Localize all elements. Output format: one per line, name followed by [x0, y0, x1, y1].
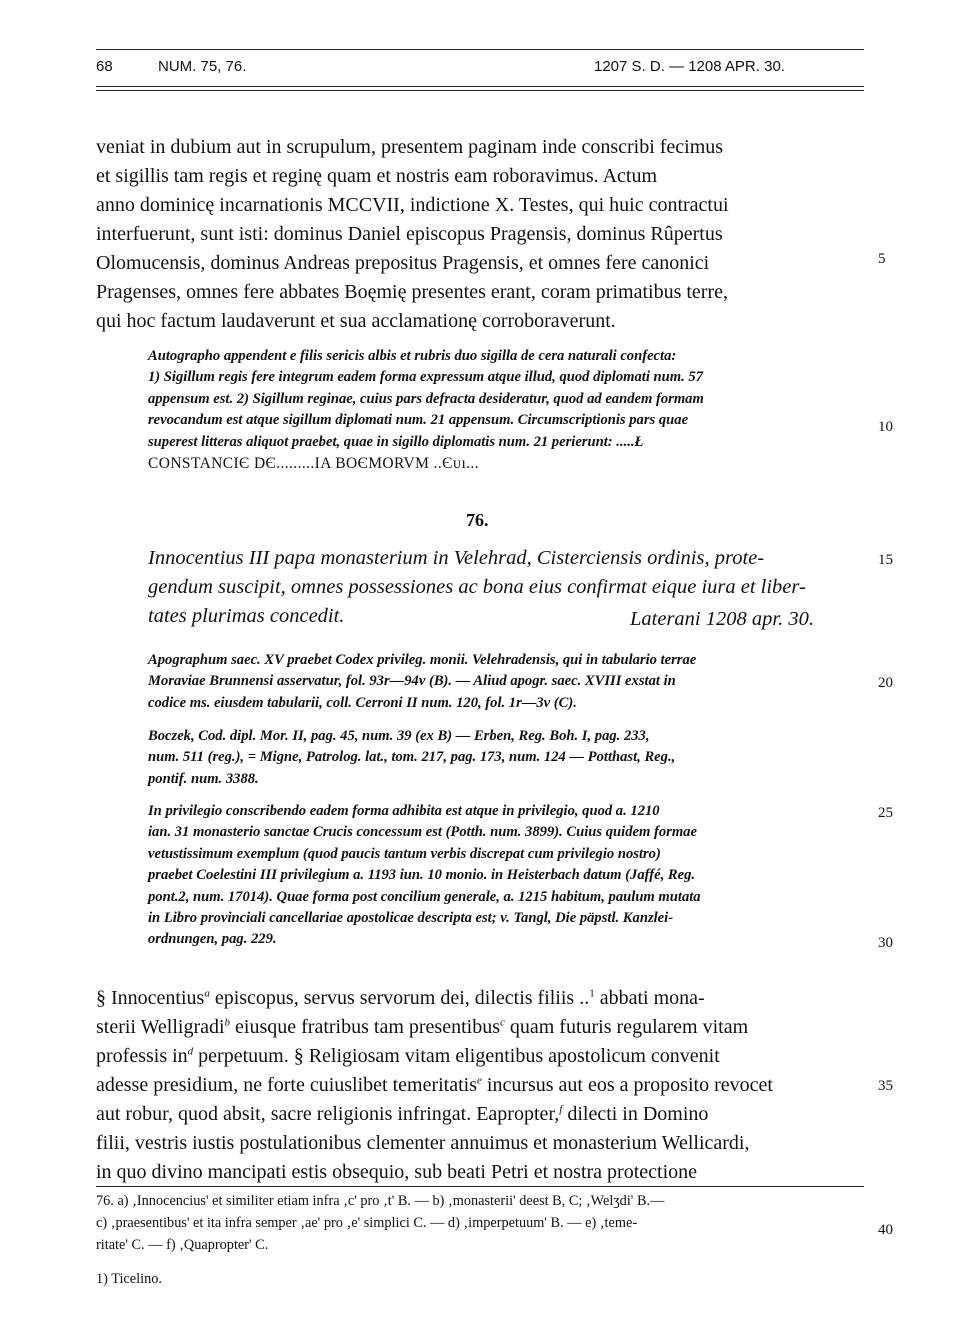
header-rule-2: [96, 90, 864, 91]
privilege-note: [148, 801, 870, 951]
text-line: filii, vestris iustis postulationibus clementer annuimus et monasterium Wellicardi,: [96, 1132, 750, 1154]
text-line: anno dominicę incarnationis MCCVII, indictione X. Testes, qui huic contractui: [96, 194, 729, 216]
note-line: 1) Sigillum regis fere integrum eadem forma expressum atque illud, quod diplomati num. 57: [148, 369, 704, 386]
note-line: revocandum est atque sigillum diplomati num. 21 appensum. Circumscriptionis pars quae: [148, 412, 689, 429]
note-line: pont.2, num. 17014). Quae forma post concilium generale, a. 1215 habitum, paulum mutata: [148, 888, 701, 905]
note-line: praebet Coelestini III privilegium a. 1193 iun. 10 monio. in Heisterbach datum (Jaffé, Reg.: [148, 867, 696, 884]
document-75-text: [96, 133, 868, 336]
margin-line-number: 5: [878, 251, 886, 267]
margin-line-number: 10: [878, 419, 893, 435]
margin-line-number: 30: [878, 935, 893, 951]
header-rule-1: [96, 86, 864, 87]
note-line: In privilegio conscribendo eadem forma adhibita est atque in privilegio, quod a. 1210: [148, 803, 660, 819]
document-76-text: [96, 984, 868, 1187]
text-line: interfuerunt, sunt isti: dominus Daniel episcopus Pragensis, dominus Rûpertus: [96, 223, 723, 245]
header-dates: 1207 S. D. — 1208 APR. 30.: [594, 58, 785, 75]
regest-line: Innocentius III papa monasterium in Velehrad, Cisterciensis ordinis, prote-: [148, 547, 765, 569]
note-line: ian. 31 monasterio sanctae Crucis concessum est (Potth. num. 3899). Cuius quidem formae: [148, 824, 697, 841]
margin-line-number: 40: [878, 1222, 893, 1238]
header-top-rule: [96, 49, 864, 50]
critical-apparatus: [96, 1190, 870, 1256]
note-line: ordnungen, pag. 229.: [148, 931, 277, 948]
document-number: 76.: [466, 510, 489, 530]
dateline: Laterani 1208 apr. 30.: [630, 608, 814, 630]
footnote-line: ritate' C. — f) ‚Quapropter' C.: [96, 1237, 269, 1253]
regest-line: gendum suscipit, omnes possessiones ac bona eius confirmat eique iura et liber-: [148, 576, 806, 598]
margin-line-number: 15: [878, 552, 893, 568]
note-line: pontif. num. 3388.: [148, 770, 259, 787]
note-line: superest litteras aliquot praebet, quae in sigillo diplomatis num. 21 perierunt: .....Ł: [148, 433, 644, 450]
margin-line-number: 25: [878, 805, 893, 821]
note-line: Apographum saec. XV praebet Codex privileg. monii. Velehradensis, qui in tabulario terrae: [148, 652, 697, 668]
text-line: professis $in^d$ perpetuum. § Religiosam vitam eligentibus apostolicum convenit: [96, 1045, 720, 1067]
regest-line: tates plurimas concedit.: [148, 605, 345, 627]
note-line: num. 511 (reg.), = Migne, Patrolog. lat., tom. 217, pag. 173, num. 124 — Potthast, Reg.,: [148, 749, 676, 766]
note-line: vetustissimum exemplum (quod paucis tantum verbis discrepat cum privilegio nostro): [148, 845, 661, 862]
seal-legend: CONSTANCIЄ DЄ.........IA BOЄMORVM ..Єᴜı...: [148, 455, 479, 473]
seal-note: [148, 346, 870, 474]
footnote-1: 1) Ticelino.: [96, 1271, 162, 1287]
text-line: adesse presidium, ne forte cuiuslibet temeritatis$^e$ incursus aut eos a proposito revocet: [96, 1074, 773, 1096]
footnote-line: 76. a) ‚Innocencius' et similiter etiam infra ‚c' pro ‚t' B. — b) ‚monasterii' deest B, C; ‚Welʒdi' B.—: [96, 1193, 665, 1209]
text-line: aut robur, quod absit, sacre religionis infringat. Eapropter,$^f$ dilecti in Domino: [96, 1103, 709, 1125]
text-line: Pragenses, omnes fere abbates Boęmię presentes erant, coram primatibus terre,: [96, 281, 728, 303]
apograph-note: [148, 650, 870, 714]
text-line: § Innocentius$^a$ episcopus, servus servorum dei, dilectis filiis ..$^1$ abbati mona-: [96, 987, 705, 1009]
note-line: codice ms. eiusdem tabularii, coll. Cerroni II num. 120, fol. 1r—3v (C).: [148, 694, 577, 711]
footnote-rule: [96, 1186, 864, 1187]
note-line: appensum est. 2) Sigillum reginae, cuius pars defracta desideratur, quod ad eandem formam: [148, 390, 704, 407]
text-line: qui hoc factum laudaverunt et sua acclamationę corroboraverunt.: [96, 310, 616, 332]
text-line: veniat in dubium aut in scrupulum, presentem paginam inde conscribi fecimus: [96, 136, 724, 158]
margin-line-number: 20: [878, 675, 893, 691]
text-line: in quo divino mancipati estis obsequio, sub beati Petri et nostra protectione: [96, 1161, 697, 1183]
note-line: Boczek, Cod. dipl. Mor. II, pag. 45, num. 39 (ex B) — Erben, Reg. Boh. I, pag. 233,: [148, 728, 650, 744]
text-line: Olomucensis, dominus Andreas prepositus Pragensis, et omnes fere canonici: [96, 252, 710, 274]
note-line: Moraviae Brunnensi asservatur, fol. 93r—94v (B). — Aliud apogr. saec. XVIII exstat in: [148, 673, 676, 690]
header-document-numbers: NUM. 75, 76.: [158, 58, 247, 75]
page-number: 68: [96, 58, 113, 75]
note-line: in Libro provinciali cancellariae apostolicae descripta est; v. Tangl, Die päpstl. Kanzlei-: [148, 910, 674, 927]
text-line: sterii Welligradi$^b$ eiusque fratribus tam presentibus$^c$ quam futuris regularem vitam: [96, 1016, 749, 1038]
note-line: Autographo appendent e filis sericis albis et rubris duo sigilla de cera naturali confecta:: [148, 348, 677, 364]
text-line: et sigillis tam regis et reginę quam et nostris eam roboravimus. Actum: [96, 165, 657, 187]
editions-note: [148, 726, 870, 790]
footnote-line: c) ‚praesentibus' et ita infra semper ‚ae' pro ‚e' simplici C. — d) ‚imperpetuum' B. — e) ‚teme-: [96, 1215, 638, 1231]
margin-line-number: 35: [878, 1078, 893, 1094]
running-header: [96, 58, 864, 82]
